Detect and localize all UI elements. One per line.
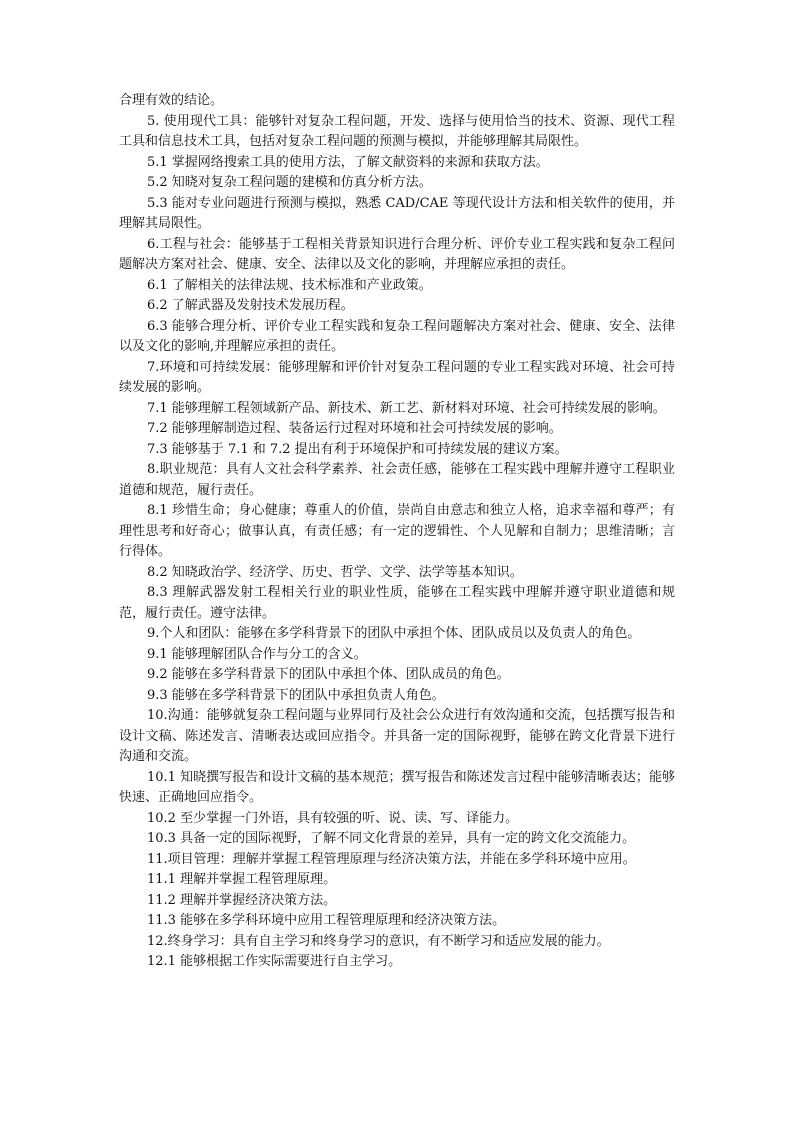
paragraph-item-8-2: 8.2 知晓政治学、经济学、历史、哲学、文学、法学等基本知识。 xyxy=(147,564,523,580)
paragraph-requirement-8: 8.职业规范：具有人文社会科学素养、社会责任感，能够在工程实践中理解并遵守工程职业道德和规范，履行责任。 xyxy=(119,462,675,498)
document-page xyxy=(119,91,675,973)
paragraph-item-5-1: 5.1 掌握网络搜索工具的使用方法，了解文献资料的来源和获取方法。 xyxy=(147,154,549,170)
paragraph-continuation: 合理有效的结论。 xyxy=(119,93,224,108)
paragraph-item-7-3: 7.3 能够基于 7.1 和 7.2 提出有利于环境保护和可持续发展的建议方案。 xyxy=(147,441,568,457)
paragraph-requirement-7: 7.环境和可持续发展：能够理解和评价针对复杂工程问题的专业工程实践对环境、社会可持续发展的影响。 xyxy=(119,359,675,395)
paragraph-requirement-11: 11.项目管理：理解并掌握工程管理原理与经济决策方法，并能在多学科环境中应用。 xyxy=(147,851,636,867)
paragraph-item-8-1: 8.1 珍惜生命；身心健康；尊重人的价值，崇尚自由意志和独立人格，追求幸福和尊严；有理性思考和好奇心；做事认真，有责任感；有一定的逻辑性、个人见解和自制力；思维清晰；言行得体。 xyxy=(119,503,675,559)
paragraph-item-9-3: 9.3 能够在多学科背景下的团队中承担负责人角色。 xyxy=(147,687,445,703)
paragraph-requirement-12: 12.终身学习：具有自主学习和终身学习的意识，有不断学习和适应发展的能力。 xyxy=(147,933,610,949)
paragraph-item-9-1: 9.1 能够理解团队合作与分工的含义。 xyxy=(147,646,367,662)
paragraph-item-11-3: 11.3 能够在多学科环境中应用工程管理原理和经济决策方法。 xyxy=(147,913,506,928)
paragraph-requirement-9: 9.个人和团队：能够在多学科背景下的团队中承担个体、团队成员以及负责人的角色。 xyxy=(147,626,641,641)
paragraph-requirement-6: 6.工程与社会：能够基于工程相关背景知识进行合理分析、评价专业工程实践和复杂工程问题解决方案对社会、健康、安全、法律以及文化的影响，并理解应承担的责任。 xyxy=(119,236,675,272)
paragraph-item-8-3: 8.3 理解武器发射工程相关行业的职业性质，能够在工程实践中理解并遵守职业道德和规范，履行责任。遵守法律。 xyxy=(119,585,675,621)
paragraph-item-12-1: 12.1 能够根据工作实际需要进行自主学习。 xyxy=(147,954,402,969)
paragraph-item-7-2: 7.2 能够理解制造过程、装备运行过程对环境和社会可持续发展的影响。 xyxy=(147,421,562,436)
paragraph-item-11-1: 11.1 理解并掌握工程管理原理。 xyxy=(147,872,337,887)
paragraph-item-9-2: 9.2 能够在多学科背景下的团队中承担个体、团队成员的角色。 xyxy=(147,667,510,682)
paragraph-item-6-1: 6.1 了解相关的法律法规、技术标准和产业政策。 xyxy=(147,277,432,293)
paragraph-item-10-1: 10.1 知晓撰写报告和设计文稿的基本规范；撰写报告和陈述发言过程中能够清晰表达；能够快速、正确地回应指令。 xyxy=(119,769,675,805)
paragraph-item-5-2: 5.2 知晓对复杂工程问题的建模和仿真分析方法。 xyxy=(147,175,432,190)
paragraph-item-10-2: 10.2 至少掌握一门外语，具有较强的听、说、读、写、译能力。 xyxy=(147,810,519,826)
paragraph-item-6-2: 6.2 了解武器及发射技术发展历程。 xyxy=(147,298,354,313)
paragraph-item-5-3: 5.3 能对专业问题进行预测与模拟，熟悉 CAD/CAE 等现代设计方法和相关软件的使用，并理解其局限性。 xyxy=(119,195,675,231)
paragraph-item-10-3: 10.3 具备一定的国际视野，了解不同文化背景的差异，具有一定的跨文化交流能力。 xyxy=(147,831,636,846)
paragraph-item-7-1: 7.1 能够理解工程领域新产品、新技术、新工艺、新材料对环境、社会可持续发展的影响。 xyxy=(147,400,666,416)
paragraph-item-11-2: 11.2 理解并掌握经济决策方法。 xyxy=(147,892,337,908)
paragraph-requirement-5: 5. 使用现代工具：能够针对复杂工程问题，开发、选择与使用恰当的技术、资源、现代工程工具和信息技术工具，包括对复杂工程问题的预测与模拟，并能够理解其局限性。 xyxy=(119,113,675,149)
paragraph-item-6-3: 6.3 能够合理分析、评价专业工程实践和复杂工程问题解决方案对社会、健康、安全、法律以及文化的影响,并理解应承担的责任。 xyxy=(119,318,675,354)
paragraph-requirement-10: 10.沟通：能够就复杂工程问题与业界同行及社会公众进行有效沟通和交流，包括撰写报告和设计文稿、陈述发言、清晰表达或回应指令。并具备一定的国际视野，能够在跨文化背景下进行沟通和交流。 xyxy=(119,708,675,764)
